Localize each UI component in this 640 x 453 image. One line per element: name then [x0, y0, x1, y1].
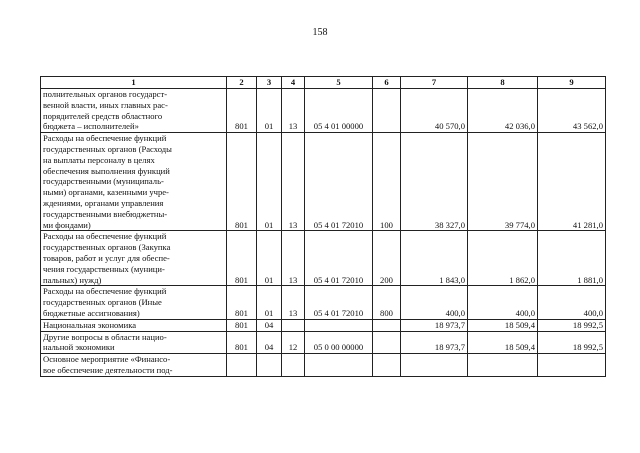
cell-amount-1: 40 570,0: [401, 89, 468, 133]
cell-amount-3: 41 281,0: [538, 133, 606, 231]
cell-section: 01: [257, 286, 282, 319]
cell-ministry: 801: [227, 319, 257, 331]
description-line: нальной экономики: [43, 342, 115, 353]
description-line: государственных органов (Закупка: [43, 242, 171, 253]
description-line: обеспечения выполнения функций: [43, 165, 170, 176]
cell-amount-1: 18 973,7: [401, 319, 468, 331]
cell-target-article: 05 4 01 72010: [305, 133, 373, 231]
description-line: бюджетные ассигнования): [43, 307, 140, 318]
description-line: ждениями, органами управления: [43, 197, 164, 208]
description-line: венной власти, иных главных рас-: [43, 99, 168, 110]
cell-amount-2: 400,0: [468, 286, 538, 319]
description-line: государственных органов (Расходы: [43, 143, 172, 154]
cell-expense-type: [373, 331, 401, 354]
cell-target-article: 05 4 01 72010: [305, 231, 373, 286]
cell-target-article: 05 4 01 72010: [305, 286, 373, 319]
description-line: Расходы на обеспечение функций: [43, 231, 167, 242]
description-line: ми фондами): [43, 219, 91, 230]
description-line: государственными (муниципаль-: [43, 176, 164, 187]
budget-table: [40, 76, 606, 377]
table-row: [41, 331, 606, 354]
cell-expense-type: 200: [373, 231, 401, 286]
header-cell: 8: [468, 77, 538, 89]
description-line: полнительных органов государст-: [43, 89, 168, 99]
header-cell: 9: [538, 77, 606, 89]
header-row: [41, 77, 606, 89]
cell-ministry: 801: [227, 133, 257, 231]
cell-amount-3: 18 992,5: [538, 319, 606, 331]
row-description: [41, 319, 227, 331]
description-line: товаров, работ и услуг для обеспе-: [43, 252, 170, 263]
cell-amount-3: 400,0: [538, 286, 606, 319]
description-line: вое обеспечение деятельности под-: [43, 364, 173, 375]
cell-ministry: 801: [227, 331, 257, 354]
header-cell: 6: [373, 77, 401, 89]
row-description: [41, 89, 227, 133]
description-line: на выплаты персоналу в целях: [43, 154, 155, 165]
description-line: ными) органами, казенными учре-: [43, 187, 169, 198]
row-description: [41, 286, 227, 319]
table-row: [41, 319, 606, 331]
cell-amount-1: 38 327,0: [401, 133, 468, 231]
description-line: Расходы на обеспечение функций: [43, 286, 167, 297]
header-cell: 7: [401, 77, 468, 89]
cell-amount-3: 1 881,0: [538, 231, 606, 286]
cell-target-article: [305, 354, 373, 377]
cell-amount-2: 39 774,0: [468, 133, 538, 231]
cell-section: 04: [257, 331, 282, 354]
cell-ministry: [227, 354, 257, 377]
cell-expense-type: [373, 319, 401, 331]
cell-amount-2: 42 036,0: [468, 89, 538, 133]
cell-amount-2: 1 862,0: [468, 231, 538, 286]
cell-expense-type: [373, 354, 401, 377]
header-cell: 2: [227, 77, 257, 89]
cell-amount-1: 18 973,7: [401, 331, 468, 354]
cell-section: 01: [257, 133, 282, 231]
cell-amount-1: [401, 354, 468, 377]
cell-amount-2: 18 509,4: [468, 331, 538, 354]
cell-subsection: [282, 354, 305, 377]
cell-section: 01: [257, 89, 282, 133]
cell-subsection: 13: [282, 133, 305, 231]
cell-section: [257, 354, 282, 377]
cell-target-article: 05 4 01 00000: [305, 89, 373, 133]
cell-expense-type: 800: [373, 286, 401, 319]
description-line: Другие вопросы в области нацио-: [43, 331, 167, 342]
cell-target-article: [305, 319, 373, 331]
cell-subsection: 13: [282, 89, 305, 133]
cell-amount-3: 18 992,5: [538, 331, 606, 354]
row-description: [41, 331, 227, 354]
page-number: 158: [312, 27, 328, 38]
row-description: [41, 231, 227, 286]
cell-expense-type: [373, 89, 401, 133]
cell-subsection: 12: [282, 331, 305, 354]
description-line: Национальная экономика: [43, 319, 137, 330]
cell-amount-1: 1 843,0: [401, 231, 468, 286]
description-line: бюджета – исполнителей»: [43, 121, 139, 132]
cell-ministry: 801: [227, 231, 257, 286]
cell-subsection: 13: [282, 286, 305, 319]
table-row: [41, 231, 606, 286]
description-line: государственными внебюджетны-: [43, 208, 168, 219]
row-description: [41, 354, 227, 377]
header-cell: 3: [257, 77, 282, 89]
table-row: [41, 354, 606, 377]
cell-amount-3: 43 562,0: [538, 89, 606, 133]
cell-amount-1: 400,0: [401, 286, 468, 319]
description-line: порядителей средств областного: [43, 110, 163, 121]
cell-amount-2: 18 509,4: [468, 319, 538, 331]
cell-ministry: 801: [227, 286, 257, 319]
cell-amount-2: [468, 354, 538, 377]
cell-subsection: 13: [282, 231, 305, 286]
table-row: [41, 133, 606, 231]
description-line: государственных органов (Иные: [43, 297, 162, 308]
table-row: [41, 89, 606, 133]
header-cell: 4: [282, 77, 305, 89]
description-line: Расходы на обеспечение функций: [43, 133, 167, 144]
description-line: Основное мероприятие «Финансо-: [43, 354, 171, 365]
cell-target-article: 05 0 00 00000: [305, 331, 373, 354]
cell-section: 01: [257, 231, 282, 286]
cell-section: 04: [257, 319, 282, 331]
header-cell: 1: [41, 77, 227, 89]
description-line: пальных) нужд): [43, 274, 102, 285]
cell-expense-type: 100: [373, 133, 401, 231]
cell-amount-3: [538, 354, 606, 377]
description-line: чения государственных (муници-: [43, 263, 165, 274]
cell-subsection: [282, 319, 305, 331]
cell-ministry: 801: [227, 89, 257, 133]
table-row: [41, 286, 606, 319]
row-description: [41, 133, 227, 231]
header-cell: 5: [305, 77, 373, 89]
